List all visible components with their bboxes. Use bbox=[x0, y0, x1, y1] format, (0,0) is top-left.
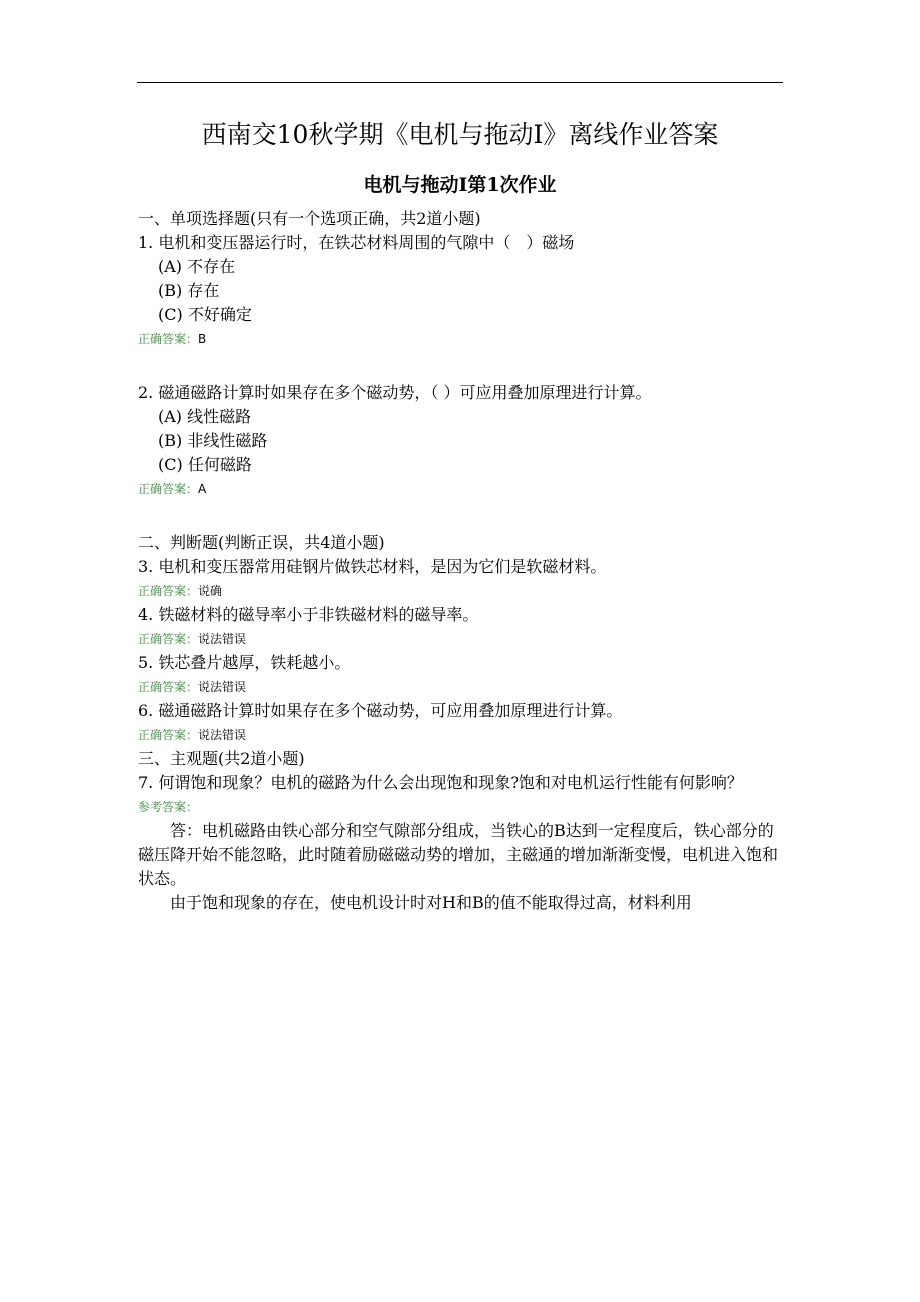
question-1-option-b: (B) 存在 bbox=[158, 281, 220, 300]
section-heading-subjective: 三、主观题(共2道小题) bbox=[138, 749, 305, 768]
spacer bbox=[138, 501, 786, 531]
answer-label: 正确答案： bbox=[138, 632, 199, 646]
spacer bbox=[138, 351, 786, 381]
question-1-option-c: (C) 不好确定 bbox=[158, 305, 252, 324]
header-rule bbox=[137, 82, 783, 83]
question-4-text: 4. 铁磁材料的磁导率小于非铁磁材料的磁导率。 bbox=[138, 605, 479, 624]
reference-label: 参考答案： bbox=[138, 800, 199, 814]
question-2-option-a: (A) 线性磁路 bbox=[158, 407, 252, 426]
question-3-text: 3. 电机和变压器常用硅钢片做铁芯材料，是因为它们是软磁材料。 bbox=[138, 557, 607, 576]
answer-value: B bbox=[198, 332, 207, 346]
question-7-reference-label bbox=[138, 795, 786, 819]
answer-value: 说法错误 bbox=[198, 632, 247, 646]
answer-label: 正确答案： bbox=[138, 332, 199, 346]
answer-value: 说法错误 bbox=[198, 728, 247, 742]
question-4-answer bbox=[138, 627, 786, 651]
section-heading-true-false: 二、判断题(判断正误，共4道小题) bbox=[138, 533, 385, 552]
question-2-option-b: (B) 非线性磁路 bbox=[158, 431, 268, 450]
question-6-answer bbox=[138, 723, 786, 747]
document-title: 西南交10秋学期《电机与拖动I》离线作业答案 bbox=[201, 120, 719, 149]
answer-value: A bbox=[198, 482, 207, 496]
answer-label: 正确答案： bbox=[138, 728, 199, 742]
question-6-text: 6. 磁通磁路计算时如果存在多个磁动势，可应用叠加原理进行计算。 bbox=[138, 701, 623, 720]
answer-value: 说确 bbox=[198, 584, 223, 598]
answer-value: 说法错误 bbox=[198, 680, 247, 694]
question-1-text: 1. 电机和变压器运行时，在铁芯材料周围的气隙中（ ）磁场 bbox=[138, 233, 575, 252]
question-1-answer bbox=[138, 327, 786, 351]
question-2-text: 2. 磁通磁路计算时如果存在多个磁动势，（ ）可应用叠加原理进行计算。 bbox=[138, 383, 652, 402]
question-5-text: 5. 铁芯叠片越厚，铁耗越小。 bbox=[138, 653, 351, 672]
document-subtitle: 电机与拖动Ⅰ第1次作业 bbox=[363, 174, 557, 196]
section-heading-single-choice: 一、单项选择题(只有一个选项正确，共2道小题) bbox=[138, 209, 481, 228]
answer-label: 正确答案： bbox=[138, 482, 199, 496]
question-2-option-c: (C) 任何磁路 bbox=[158, 455, 252, 474]
question-3-answer bbox=[138, 579, 786, 603]
document-body bbox=[138, 207, 786, 915]
question-5-answer bbox=[138, 675, 786, 699]
question-2-answer bbox=[138, 477, 786, 501]
question-7-text: 7. 何谓饱和现象？电机的磁路为什么会出现饱和现象?饱和对电机运行性能有何影响？ bbox=[138, 773, 743, 792]
answer-label: 正确答案： bbox=[138, 680, 199, 694]
question-7-answer-paragraph-1: 答：电机磁路由铁心部分和空气隙部分组成，当铁心的B达到一定程度后，铁心部分的磁压降开始不能忽略，此时随着励磁磁动势的增加，主磁通的增加渐渐变慢，电机进入饱和状态。 bbox=[138, 821, 779, 888]
answer-label: 正确答案： bbox=[138, 584, 199, 598]
question-1-option-a: (A) 不存在 bbox=[158, 257, 236, 276]
question-7-answer-paragraph-2: 由于饱和现象的存在，使电机设计时对H和B的值不能取得过高，材料利用 bbox=[170, 893, 692, 912]
